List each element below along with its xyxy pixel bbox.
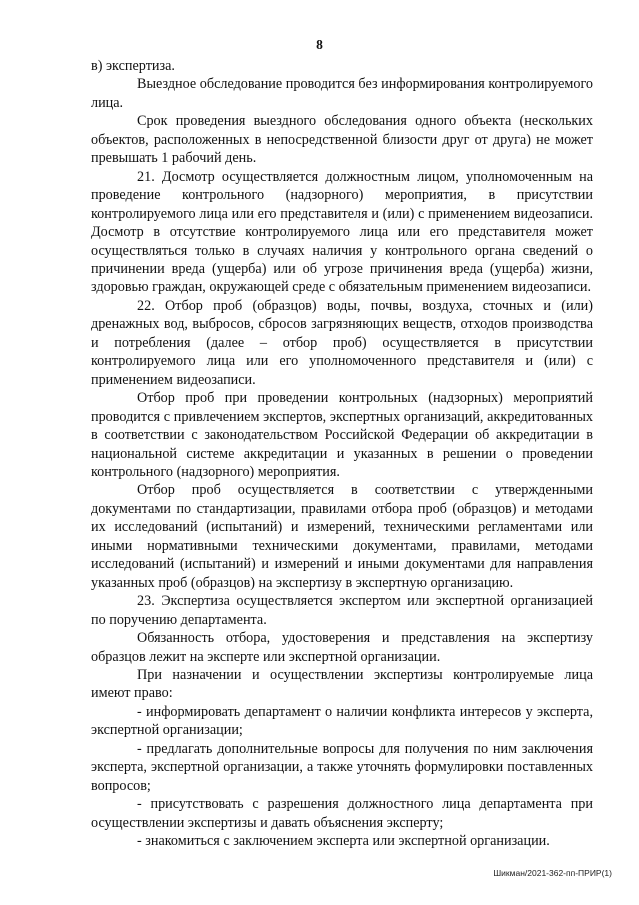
document-body <box>91 57 593 850</box>
paragraph-sampling-standards: Отбор проб осуществляется в соответствии с утвержденными документами по стандартизации, правилами отбора проб (образцов) и методами их исследований (испытаний) и измерений, техническими регламентами или иными нормативными техническими документами, правилами, методами исследований (испытаний) и измерений и иными документами для направления указанных проб (образцов) на экспертизу в экспертную организацию. <box>91 482 593 591</box>
list-item-attend-expertise: - присутствовать с разрешения должностного лица департамента при осуществлении экспертизы и давать объяснения эксперту; <box>91 796 593 831</box>
paragraph-controlled-person-rights: При назначении и осуществлении экспертизы контролируемые лица имеют право: <box>91 666 593 702</box>
list-item-conflict-of-interest: - информировать департамент о наличии конфликта интересов у эксперта, экспертной организации; <box>91 703 593 739</box>
paragraph-item-v-expertise: в) экспертиза. <box>91 58 175 74</box>
paragraph-field-inspection-without-notice: Выездное обследование проводится без информирования контролируемого лица. <box>91 76 593 111</box>
paragraph-23-expertise: 23. Экспертиза осуществляется экспертом или экспертной организацией по поручению департамента. <box>91 593 593 628</box>
paragraph-21-examination: 21. Досмотр осуществляется должностным лицом, уполномоченным на проведение контрольного (надзорного) мероприятия, в присутствии контролируемого лица или его представителя и (или) с применением видеозаписи. Досмотр в отсутствие контролируемого лица или его представителя может осуществляться только в случаях наличия у контрольного органа сведений о причинении вреда (ущерба) или об угрозе причинения вреда (ущерба) жизни, здоровью граждан, окружающей среде с обязательным применением видеозаписи. <box>91 168 593 296</box>
paragraph-sample-obligation: Обязанность отбора, удостоверения и представления на экспертизу образцов лежит на эксперте или экспертной организации. <box>91 630 593 665</box>
paragraph-field-inspection-duration: Срок проведения выездного обследования одного объекта (нескольких объектов, расположенных в непосредственной близости друг от друга) не может превышать 1 рабочий день. <box>91 113 593 167</box>
document-reference-footer: Шикман/2021-362-пп-ПРИР(1) <box>493 868 612 878</box>
paragraph-sampling-experts: Отбор проб при проведении контрольных (надзорных) мероприятий проводится с привлечением экспертов, экспертных организаций, аккредитованных в соответствии с законодательством Российской Федерации об аккредитации в национальной системе аккредитации и указанных в решении о проведении контрольного (надзорного) мероприятия. <box>91 390 593 480</box>
page-number: 8 <box>316 37 323 52</box>
list-item-additional-questions: - предлагать дополнительные вопросы для получения по ним заключения эксперта, экспертной организации, а также уточнять формулировки поставленных вопросов; <box>91 740 593 794</box>
list-item-review-conclusion: - знакомиться с заключением эксперта или экспертной организации. <box>137 833 550 850</box>
paragraph-22-sampling: 22. Отбор проб (образцов) воды, почвы, воздуха, сточных и (или) дренажных вод, выбросов, сбросов загрязняющих веществ, отходов производства и потребления (далее – отбор проб) осуществляется в присутствии контролируемого лица или его уполномоченного представителя и (или) с применением видеозаписи. <box>91 297 593 388</box>
